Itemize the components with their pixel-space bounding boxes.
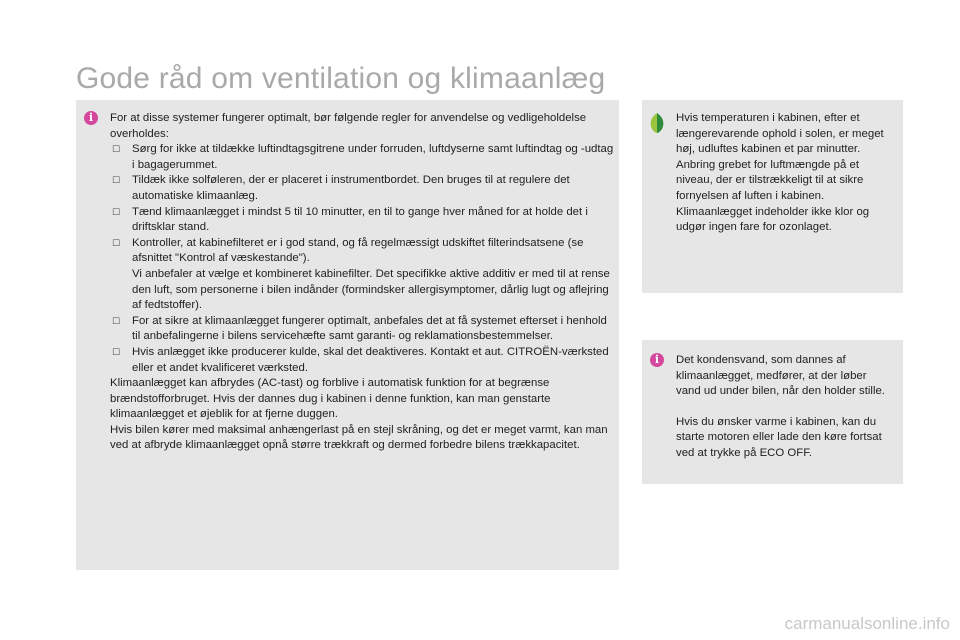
checkbox-bullet-icon: ☐ (112, 315, 121, 326)
list-item: ☐ Tildæk ikke solføleren, der er placeret i instrumentbordet. Den bruges til at regulere det automatiske klimaanlæg. (112, 174, 570, 202)
page-title: Gode råd om ventilation og klimaanlæg (76, 62, 606, 95)
intro-text: For at disse systemer fungerer optimalt, bør følgende regler for anvendelse og vedligeholdelse overholdes: (110, 112, 587, 140)
paragraph: Klimaanlægget indeholder ikke klor og udgør ingen fare for ozonlaget. (676, 205, 870, 234)
rules-list (110, 142, 615, 376)
paragraph: Hvis temperaturen i kabinen, efter et længerevarende ophold i solen, er meget høj, udluftes kabinen et par minutter. (676, 112, 884, 156)
eco-tip-text (676, 111, 896, 236)
filter-recommendation: Vi anbefaler at vælge et kombineret kabinefilter. Det specifikke aktive additiv er med til at rense den luft, som personerne i bilen indånder (formindsker allergisymptomer, dårlig lugt og aflejring af fedtstoffer). (132, 267, 610, 312)
checkbox-bullet-icon: ☐ (112, 144, 121, 155)
list-item: ☐ Sørg for ikke at tildække luftindtagsgitrene under forruden, luftdyserne samt luftindtag og -udtag i bagagerummet. (112, 143, 614, 171)
checkbox-bullet-icon: ☐ (112, 346, 121, 357)
paragraph: Klimaanlægget kan afbrydes (AC-tast) og forblive i automatisk funktion for at begrænse brændstofforbruget. Hvis der dannes dug i kabinen i denne funktion, kan man genstarte klimaanlægget et øjeblik for at fjerne duggen. (110, 377, 551, 421)
info-icon: i (84, 111, 98, 125)
list-item: ☐ For at sikre at klimaanlægget fungerer optimalt, anbefales det at få systemet efterset i henhold til anbefalingerne i bilens servicehæfte samt garanti- og reklamationsbestemmelser. (112, 314, 607, 343)
watermark: carmanualsonline.info (784, 614, 950, 633)
info-icon: i (650, 353, 664, 367)
condensation-info-text (676, 353, 886, 462)
list-item: ☐ Kontroller, at kabinefilteret er i god stand, og få regelmæssigt udskiftet filterindsatsene (se afsnittet "Kontrol af væskestande"). Vi anbefaler at vælge et kombineret kabinefilter. Det specifikke aktive additiv er med til at rense den luft, som personerne i bilen indånder (formindsker allergisymptomer, dårlig lugt og aflejring af fedtstoffer). (110, 236, 615, 314)
checkbox-bullet-icon: ☐ (112, 237, 121, 248)
paragraph: Anbring grebet for luftmængde på et niveau, der er tilstrækkeligt til at sikre fornyelsen af luften i kabinen. (676, 158, 864, 202)
checkbox-bullet-icon: ☐ (112, 206, 121, 217)
main-info-text (110, 111, 615, 454)
paragraph: Hvis du ønsker varme i kabinen, kan du starte motoren eller lade den køre fortsat ved at trykke på ECO OFF. (676, 415, 882, 459)
eco-leaf-icon (648, 112, 666, 134)
list-item: ☐ Tænd klimaanlægget i mindst 5 til 10 minutter, en til to gange hver måned for at holde det i driftsklar stand. (112, 205, 588, 234)
paragraph: Det kondensvand, som dannes af klimaanlægget, medfører, at der løber vand ud under bilen, når den holder stille. (676, 354, 885, 398)
list-item: ☐ Hvis anlægget ikke producerer kulde, skal det deaktiveres. Kontakt et aut. CITROËN-værksted eller et andet kvalificeret værksted. (112, 345, 609, 374)
paragraph: Hvis bilen kører med maksimal anhængerlast på en stejl skråning, og det er meget varmt, kan man ved at afbryde klimaanlægget opnå større trækkraft og dermed forbedre bilens trækkapacitet. (110, 423, 608, 452)
checkbox-bullet-icon: ☐ (112, 175, 121, 186)
